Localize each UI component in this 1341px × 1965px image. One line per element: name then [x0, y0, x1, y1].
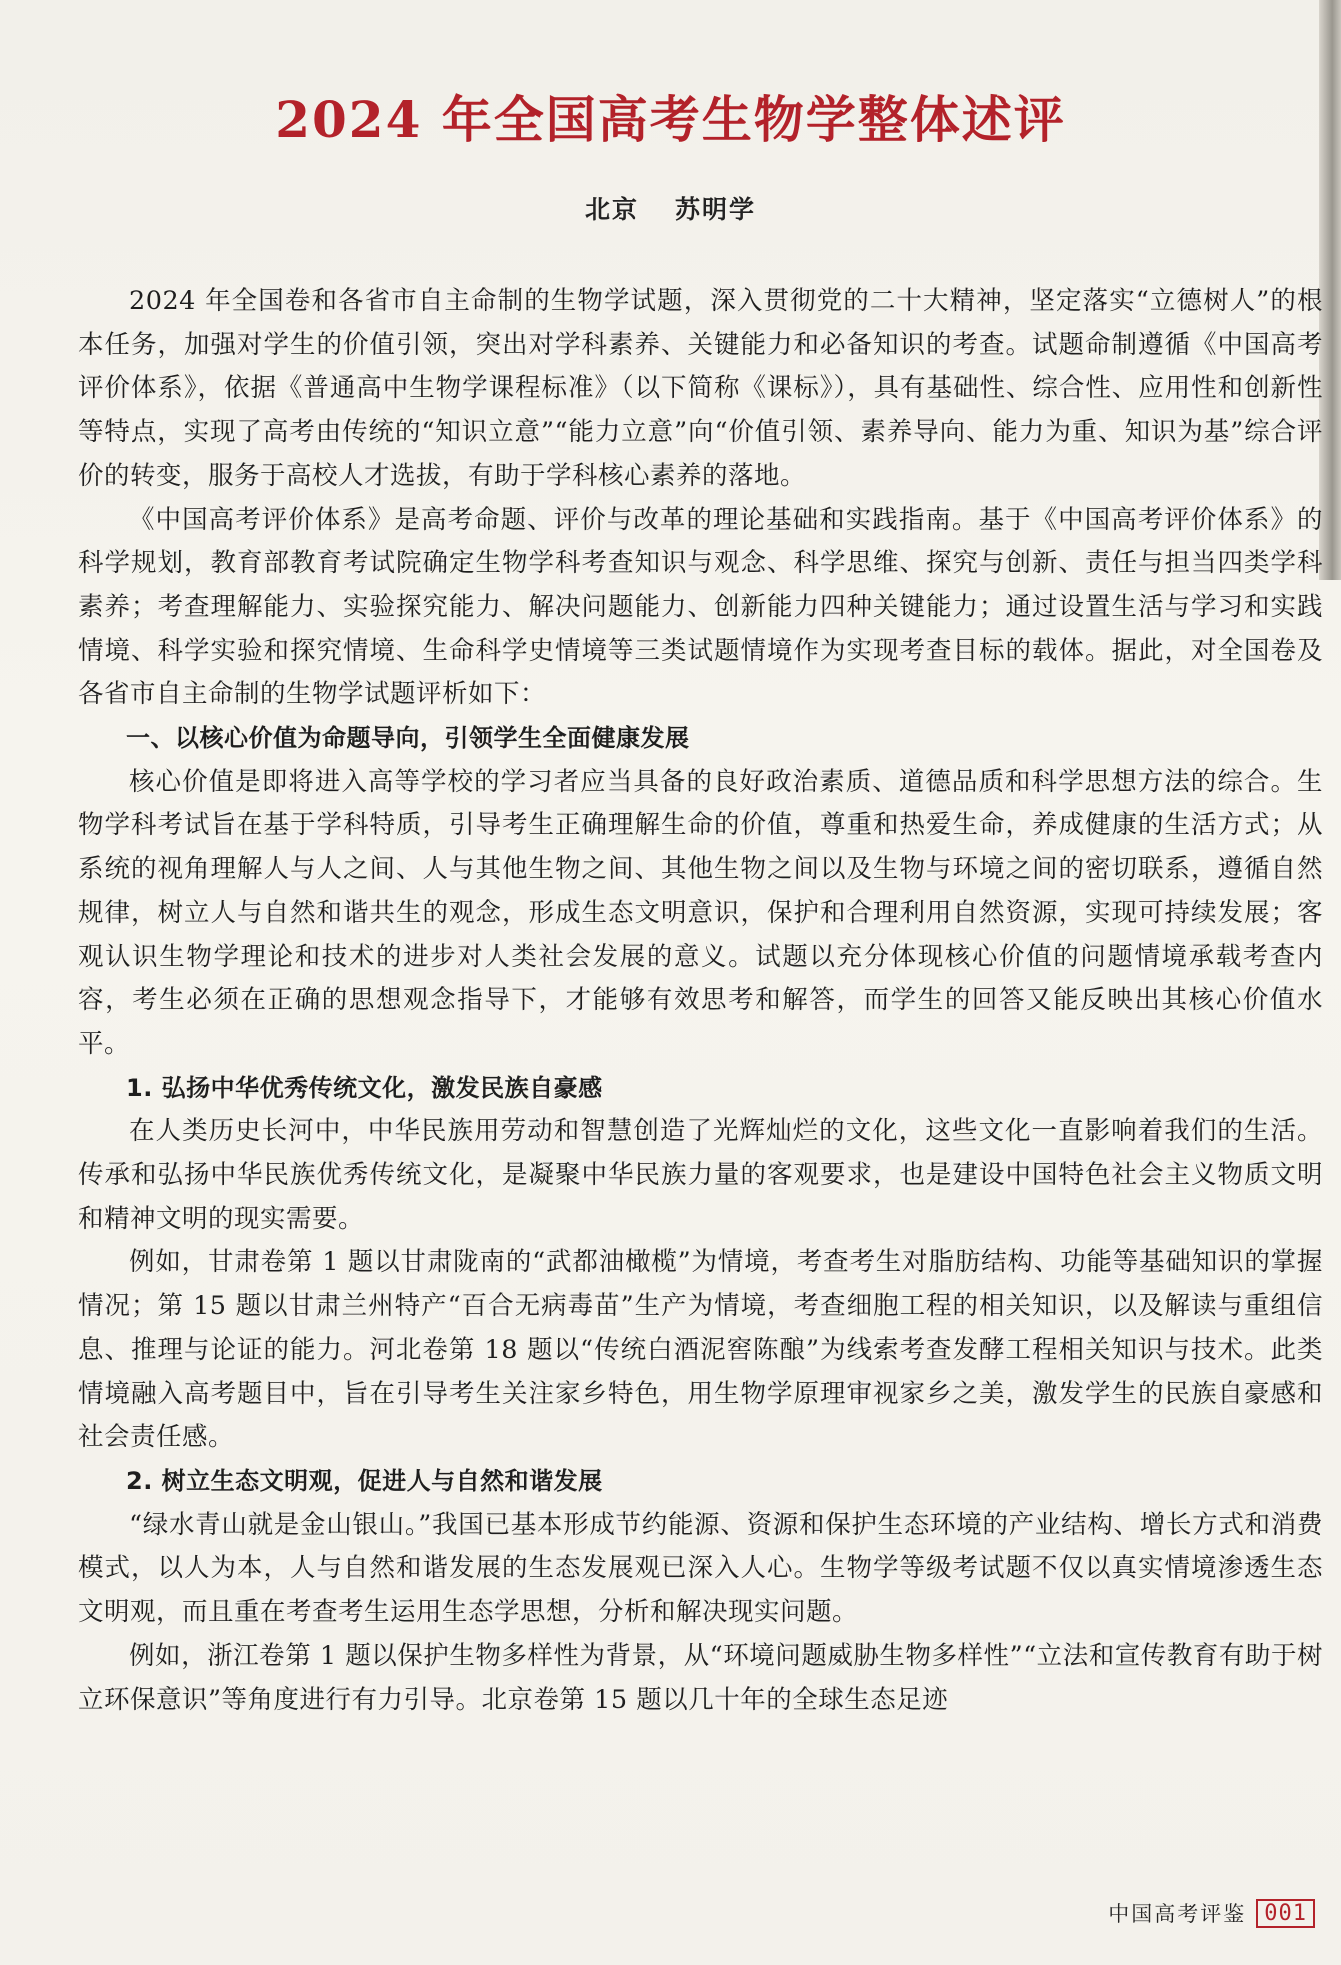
paragraph: “绿水青山就是金山银山。”我国已基本形成节约能源、资源和保护生态环境的产业结构、增长方式和消费模式，以人为本，人与自然和谐发展的生态发展观已深入人心。生物学等级考试题不仅以真实情境渗透生态文明观，而且重在考查考生运用生态学思想，分析和解决现实问题。 — [78, 1509, 1323, 1628]
paragraph: 《中国高考评价体系》是高考命题、评价与改革的理论基础和实践指南。基于《中国高考评价体系》的科学规划，教育部教育考试院确定生物学科考查知识与观念、科学思维、探究与创新、责任与担当四类学科素养；考查理解能力、实验探究能力、解决问题能力、创新能力四种关键能力；通过设置生活与学习和实践情境、科学实验和探究情境、生命科学史情境等三类试题情境作为实现考查目标的载体。据此，对全国卷及各省市自主命制的生物学试题评析如下： — [78, 504, 1323, 710]
paragraph: 例如，浙江卷第 1 题以保护生物多样性为背景，从“环境问题威胁生物多样性”“立法和宣传教育有助于树立环保意识”等角度进行有力引导。北京卷第 15 题以几十年的全球生态足迹 — [78, 1640, 1323, 1715]
page-footer — [1108, 1898, 1315, 1928]
paragraph: 2024 年全国卷和各省市自主命制的生物学试题，深入贯彻党的二十大精神，坚定落实“立德树人”的根本任务，加强对学生的价值引领，突出对学科素养、关键能力和必备知识的考查。试题命制遵循《中国高考评价体系》，依据《普通高中生物学课程标准》（以下简称《课标》），具有基础性、综合性、应用性和创新性等特点，实现了高考由传统的“知识立意”“能力立意”向“价值引领、素养导向、能力为重、知识为基”综合评价的转变，服务于高校人才选拔，有助于学科核心素养的落地。 — [78, 286, 1323, 491]
page-number: 001 — [1256, 1899, 1315, 1928]
article-body — [78, 280, 1323, 1722]
paragraph: 在人类历史长河中，中华民族用劳动和智慧创造了光辉灿烂的文化，这些文化一直影响着我们的生活。传承和弘扬中华民族优秀传统文化，是凝聚中华民族力量的客观要求，也是建设中国特色社会主义物质文明和精神文明的现实需要。 — [78, 1116, 1323, 1234]
paragraph: 核心价值是即将进入高等学校的学习者应当具备的良好政治素质、道德品质和科学思想方法的综合。生物学科考试旨在基于学科特质，引导考生正确理解生命的价值，尊重和热爱生命，养成健康的生活方式；从系统的视角理解人与人之间、人与其他生物之间、其他生物之间以及生物与环境之间的密切联系，遵循自然规律，树立人与自然和谐共生的观念，形成生态文明意识，保护和合理利用自然资源，实现可持续发展；客观认识生物学理论和技术的进步对人类社会发展的意义。试题以充分体现核心价值的问题情境承载考查内容，考生必须在正确的思想观念指导下，才能够有效思考和解答，而学生的回答又能反映出其核心价值水平。 — [78, 766, 1323, 1059]
article-title: 2024 年全国高考生物学整体述评 — [275, 90, 1066, 149]
journal-name: 中国高考评鉴 — [1108, 1902, 1247, 1926]
subsection-heading: 1. 弘扬中华优秀传统文化，激发民族自豪感 — [126, 1073, 603, 1102]
section-heading: 一、以核心价值为命题导向，引领学生全面健康发展 — [126, 724, 690, 753]
author-city: 北京 — [584, 195, 639, 224]
author-line — [0, 190, 1341, 226]
author-name: 苏明学 — [675, 195, 757, 224]
subsection-heading: 2. 树立生态文明观，促进人与自然和谐发展 — [126, 1466, 603, 1495]
paragraph: 例如，甘肃卷第 1 题以甘肃陇南的“武都油橄榄”为情境，考查考生对脂肪结构、功能等基础知识的掌握情况；第 15 题以甘肃兰州特产“百合无病毒苗”生产为情境，考查细胞工程的相关知识，以及解读与重组信息、推理与论证的能力。河北卷第 18 题以“传统白酒泥窖陈酿”为线索考查发酵工程相关知识与技术。此类情境融入高考题目中，旨在引导考生关注家乡特色，用生物学原理审视家乡之美，激发学生的民族自豪感和社会责任感。 — [78, 1247, 1323, 1453]
